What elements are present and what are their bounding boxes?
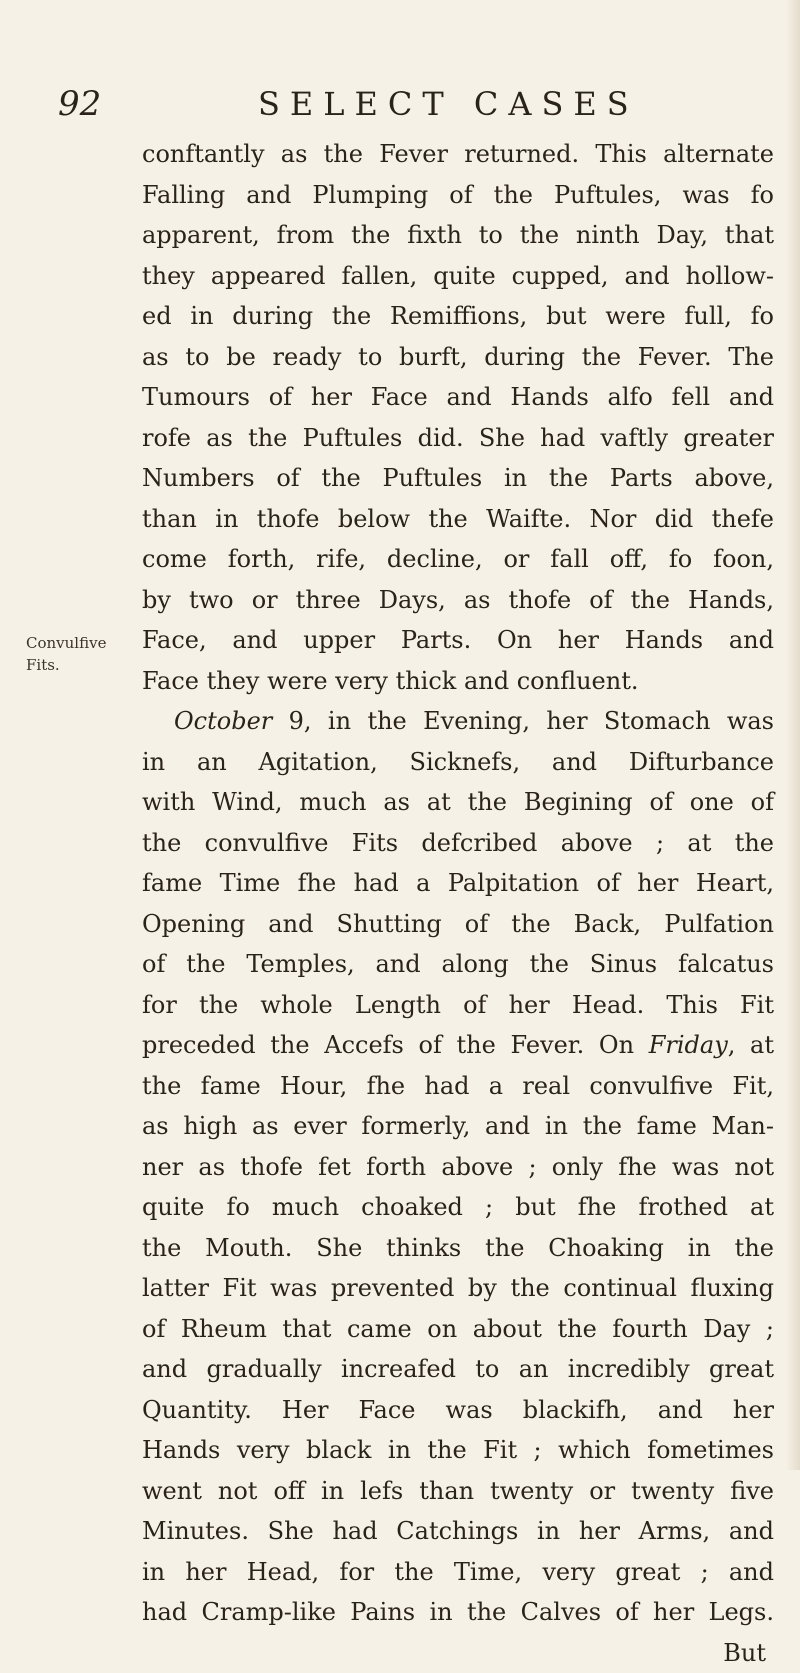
page-edge bbox=[786, 0, 800, 1470]
text-line: the fame Hour, fhe had a real convulfive Fit, bbox=[142, 1066, 774, 1107]
page-number: 92 bbox=[58, 84, 101, 124]
text-line: as high as ever formerly, and in the fame Man- bbox=[142, 1106, 774, 1147]
text-line: Hands very black in the Fit ; which fometimes bbox=[142, 1430, 774, 1471]
text-line: with Wind, much as at the Begining of one of bbox=[142, 782, 774, 823]
page-header bbox=[0, 84, 800, 124]
text-line: Opening and Shutting of the Back, Pulfation bbox=[142, 904, 774, 945]
text-line: the convulfive Fits defcribed above ; at the bbox=[142, 823, 774, 864]
text-line: than in thofe below the Waifte. Nor did thefe bbox=[142, 499, 774, 540]
text-line: as to be ready to burft, during the Fever. The bbox=[142, 337, 774, 378]
text-line: Numbers of the Puftules in the Parts above, bbox=[142, 458, 774, 499]
text-line: ner as thofe fet forth above ; only fhe was not bbox=[142, 1147, 774, 1188]
text-line: Tumours of her Face and Hands alfo fell and bbox=[142, 377, 774, 418]
text-line: Quantity. Her Face was blackifh, and her bbox=[142, 1390, 774, 1431]
text-line: fame Time fhe had a Palpitation of her Heart, bbox=[142, 863, 774, 904]
text-line: and gradually increafed to an incredibly great bbox=[142, 1349, 774, 1390]
text-line: latter Fit was prevented by the continual fluxing bbox=[142, 1268, 774, 1309]
text-line: preceded the Accefs of the Fever. On Friday, at bbox=[142, 1025, 774, 1066]
text-line: had Cramp-like Pains in the Calves of her Legs. bbox=[142, 1592, 774, 1633]
text-line: the Mouth. She thinks the Choaking in the bbox=[142, 1228, 774, 1269]
text-line: in an Agitation, Sicknefs, and Difturbance bbox=[142, 742, 774, 783]
text-line: rofe as the Puftules did. She had vaftly greater bbox=[142, 418, 774, 459]
text-line: in her Head, for the Time, very great ; and bbox=[142, 1552, 774, 1593]
margin-note bbox=[26, 632, 98, 676]
text-line: October 9, in the Evening, her Stomach was bbox=[142, 701, 774, 742]
text-line: went not off in lefs than twenty or twenty five bbox=[142, 1471, 774, 1512]
margin-note-line: Fits. bbox=[26, 654, 98, 676]
text-line: quite fo much choaked ; but fhe frothed at bbox=[142, 1187, 774, 1228]
text-line: conftantly as the Fever returned. This alternate bbox=[142, 134, 774, 175]
text-line: by two or three Days, as thofe of the Hands, bbox=[142, 580, 774, 621]
text-line: Face they were very thick and confluent. bbox=[142, 661, 774, 702]
catchword: But bbox=[142, 1633, 774, 1673]
text-line: for the whole Length of her Head. This Fit bbox=[142, 985, 774, 1026]
text-line: they appeared fallen, quite cupped, and hollow- bbox=[142, 256, 774, 297]
text-line: Face, and upper Parts. On her Hands and bbox=[142, 620, 774, 661]
text-line: ed in during the Remiffions, but were full, fo bbox=[142, 296, 774, 337]
text-line: come forth, rife, decline, or fall off, fo foon, bbox=[142, 539, 774, 580]
running-head: SELECT CASES bbox=[258, 84, 639, 124]
text-line: apparent, from the fixth to the ninth Day, that bbox=[142, 215, 774, 256]
margin-note-line: Convulfive bbox=[26, 632, 98, 654]
text-line: Minutes. She had Catchings in her Arms, and bbox=[142, 1511, 774, 1552]
text-line: of the Temples, and along the Sinus falcatus bbox=[142, 944, 774, 985]
text-line: Falling and Plumping of the Puftules, was fo bbox=[142, 175, 774, 216]
text-line: of Rheum that came on about the fourth Day ; bbox=[142, 1309, 774, 1350]
body-text bbox=[142, 134, 774, 1673]
